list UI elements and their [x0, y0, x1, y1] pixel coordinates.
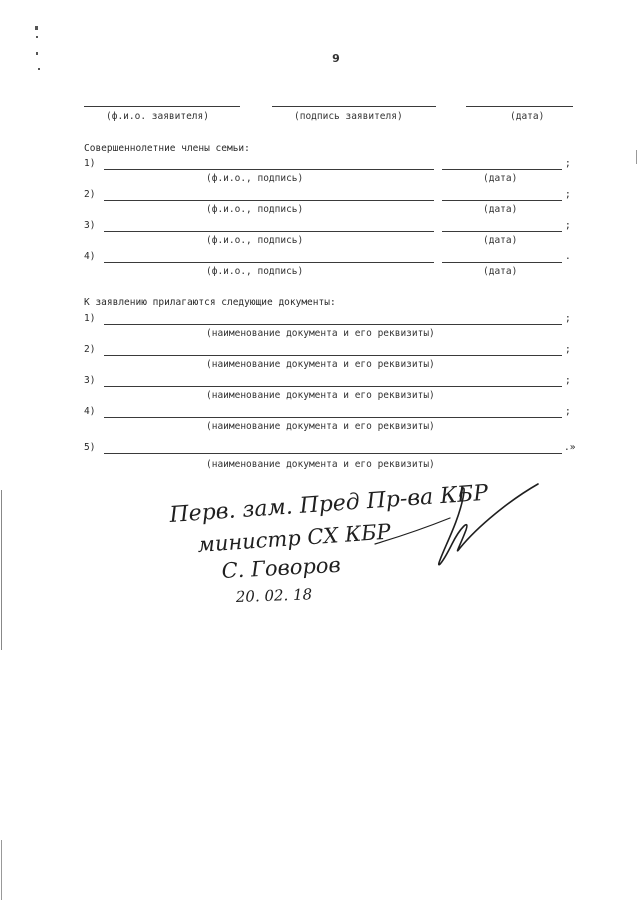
document-line	[104, 355, 562, 356]
scan-mark	[36, 36, 38, 38]
applicant-date-line	[466, 106, 573, 107]
document-caption: (наименование документа и его реквизиты)	[206, 390, 435, 401]
scan-mark	[35, 26, 38, 30]
date-caption: (дата)	[483, 173, 518, 184]
item-number: 4)	[84, 251, 96, 262]
signature-line-name: С. Говоров	[221, 552, 342, 583]
date-caption: (дата)	[483, 235, 518, 246]
document-caption: (наименование документа и его реквизиты)	[206, 359, 435, 370]
date-line	[442, 169, 562, 170]
date-caption: (дата)	[483, 266, 518, 277]
applicant-name-caption: (ф.и.о. заявителя)	[106, 111, 209, 122]
item-end: ;	[565, 344, 571, 355]
fio-signature-line	[104, 262, 434, 263]
date-line	[442, 231, 562, 232]
applicant-signature-line	[272, 106, 436, 107]
scan-edge	[636, 150, 637, 164]
applicant-signature-caption: (подпись заявителя)	[294, 111, 403, 122]
item-number: 5)	[84, 442, 96, 453]
date-line	[442, 262, 562, 263]
item-number: 4)	[84, 406, 96, 417]
item-end: ;	[565, 375, 571, 386]
document-caption: (наименование документа и его реквизиты)	[206, 421, 435, 432]
date-caption: (дата)	[483, 204, 518, 215]
applicant-name-line	[84, 106, 240, 107]
fio-caption: (ф.и.о., подпись)	[206, 204, 304, 215]
item-number: 3)	[84, 220, 96, 231]
item-number: 1)	[84, 313, 96, 324]
document-caption: (наименование документа и его реквизиты)	[206, 459, 435, 470]
scan-mark	[38, 68, 40, 70]
handwritten-signature	[160, 478, 560, 608]
fio-caption: (ф.и.о., подпись)	[206, 266, 304, 277]
documents-heading: К заявлению прилагаются следующие документы:	[84, 297, 336, 308]
item-end: ;	[565, 313, 571, 324]
item-end: .	[565, 251, 571, 262]
item-end: .»	[564, 442, 576, 453]
fio-signature-line	[104, 169, 434, 170]
fio-signature-line	[104, 231, 434, 232]
item-number: 1)	[84, 158, 96, 169]
applicant-date-caption: (дата)	[510, 111, 545, 122]
item-end: ;	[565, 220, 571, 231]
item-end: ;	[565, 189, 571, 200]
scan-edge	[1, 840, 2, 900]
item-number: 3)	[84, 375, 96, 386]
signature-date: 20. 02. 18	[235, 585, 313, 606]
signature-line-position: Перв. зам. Пред Пр-ва КБР	[168, 480, 489, 528]
page-number: 9	[332, 52, 340, 65]
item-number: 2)	[84, 344, 96, 355]
scan-mark	[36, 52, 38, 55]
document-line	[104, 417, 562, 418]
signature-line-ministry: министр СХ КБР	[196, 519, 392, 557]
fio-caption: (ф.и.о., подпись)	[206, 235, 304, 246]
scan-edge	[1, 490, 2, 650]
fio-signature-line	[104, 200, 434, 201]
date-line	[442, 200, 562, 201]
item-number: 2)	[84, 189, 96, 200]
item-end: ;	[565, 158, 571, 169]
document-line	[104, 386, 562, 387]
document-caption: (наименование документа и его реквизиты)	[206, 328, 435, 339]
family-heading: Совершеннолетние члены семьи:	[84, 143, 250, 154]
document-line	[104, 324, 562, 325]
item-end: ;	[565, 406, 571, 417]
fio-caption: (ф.и.о., подпись)	[206, 173, 304, 184]
document-line	[104, 453, 562, 454]
